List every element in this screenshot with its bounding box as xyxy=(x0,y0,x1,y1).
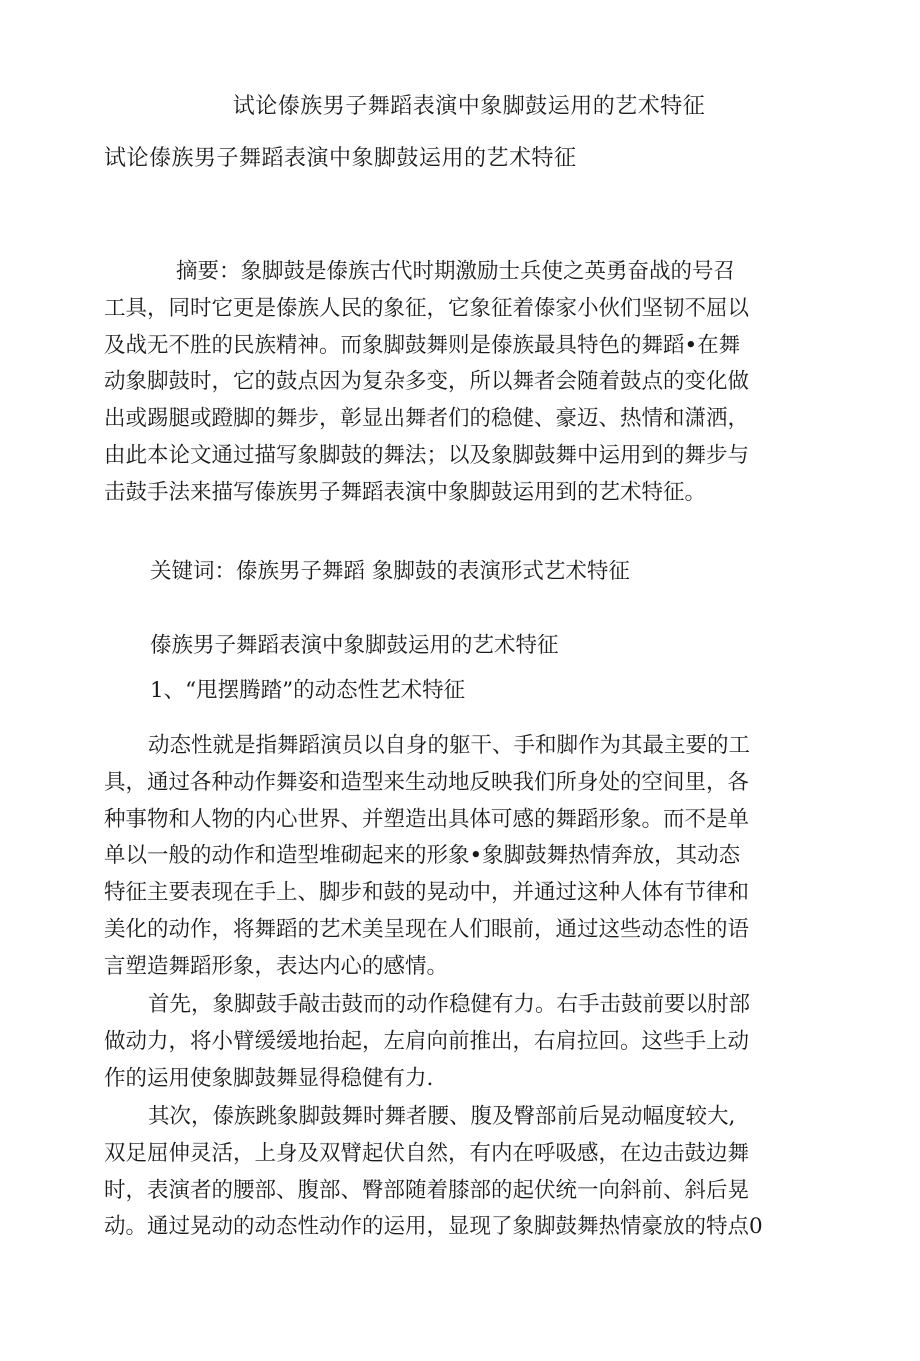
subsection-heading: 1、“甩摆腾踏”的动态性艺术特征 xyxy=(150,678,466,703)
page-header-title: 试论傣族男子舞蹈表演中象脚鼓运用的艺术特征 xyxy=(232,94,706,119)
keywords-line: 关键词：傣族男子舞蹈 象脚鼓的表演形式艺术特征 xyxy=(150,559,630,584)
paragraph-line: 种事物和人物的内心世界、并塑造出具体可感的舞蹈形象。而不是单 xyxy=(104,806,750,832)
abstract-line: 由此本论文通过描写象脚鼓的舞法；以及象脚鼓舞中运用到的舞步与 xyxy=(104,442,750,468)
paragraph-line: 双足屈伸灵活，上身及双臂起伏自然，有内在呼吸感，在边击鼓边舞 xyxy=(104,1140,750,1166)
paragraph-line: 作的运用使象脚鼓舞显得稳健有力. xyxy=(104,1065,434,1091)
paragraph-line: 言塑造舞蹈形象，表达内心的感情。 xyxy=(104,953,449,979)
section-heading: 傣族男子舞蹈表演中象脚鼓运用的艺术特征 xyxy=(150,633,559,658)
abstract-line: 摘要：象脚鼓是傣族古代时期激励士兵使之英勇奋战的号召 xyxy=(176,259,736,284)
document-title: 试论傣族男子舞蹈表演中象脚鼓运用的艺术特征 xyxy=(104,146,577,171)
paragraph-line: 动态性就是指舞蹈演员以自身的躯干、手和脚作为其最主要的工 xyxy=(148,733,751,758)
abstract-line: 及战无不胜的民族精神。而象脚鼓舞则是傣族最具特色的舞蹈•在舞 xyxy=(104,332,741,358)
body-paragraph-2 xyxy=(104,987,804,1097)
abstract-line: 动象脚鼓时，它的鼓点因为复杂多变，所以舞者会随着鼓点的变化做 xyxy=(104,369,750,395)
paragraph-line: 其次，傣族跳象脚鼓舞时舞者腰、腹及臀部前后晃动幅度较大, xyxy=(148,1104,736,1129)
paragraph-line: 时，表演者的腰部、腹部、臀部随着膝部的起伏统一向斜前、斜后晃 xyxy=(104,1177,750,1203)
paragraph-line: 动。通过晃动的动态性动作的运用，显现了象脚鼓舞热情豪放的特点0 xyxy=(104,1214,763,1240)
body-paragraph-3 xyxy=(104,1099,804,1246)
abstract-line: 击鼓手法来描写傣族男子舞蹈表演中象脚鼓运用到的艺术特征。 xyxy=(104,479,707,505)
paragraph-line: 单以一般的动作和造型堆砌起来的形象•象脚鼓舞热情奔放，其动态 xyxy=(104,843,741,869)
abstract-paragraph xyxy=(104,254,804,512)
paragraph-line: 做动力，将小臂缓缓地抬起，左肩向前推出，右肩拉回。这些手上动 xyxy=(104,1028,750,1054)
paragraph-line: 具，通过各种动作舞姿和造型来生动地反映我们所身处的空间里，各 xyxy=(104,769,750,795)
body-paragraph-1 xyxy=(104,728,804,986)
paragraph-line: 特征主要表现在手上、脚步和鼓的晃动中，并通过这种人体有节律和 xyxy=(104,880,750,906)
abstract-line: 出或踢腿或蹬脚的舞步，彰显出舞者们的稳健、豪迈、热情和潇洒， xyxy=(104,406,750,432)
abstract-line: 工具，同时它更是傣族人民的象征，它象征着傣家小伙们坚韧不屈以 xyxy=(104,295,750,321)
paragraph-line: 首先，象脚鼓手敲击鼓而的动作稳健有力。右手击鼓前要以肘部 xyxy=(148,992,751,1017)
paragraph-line: 美化的动作，将舞蹈的艺术美呈现在人们眼前，通过这些动态性的语 xyxy=(104,916,750,942)
